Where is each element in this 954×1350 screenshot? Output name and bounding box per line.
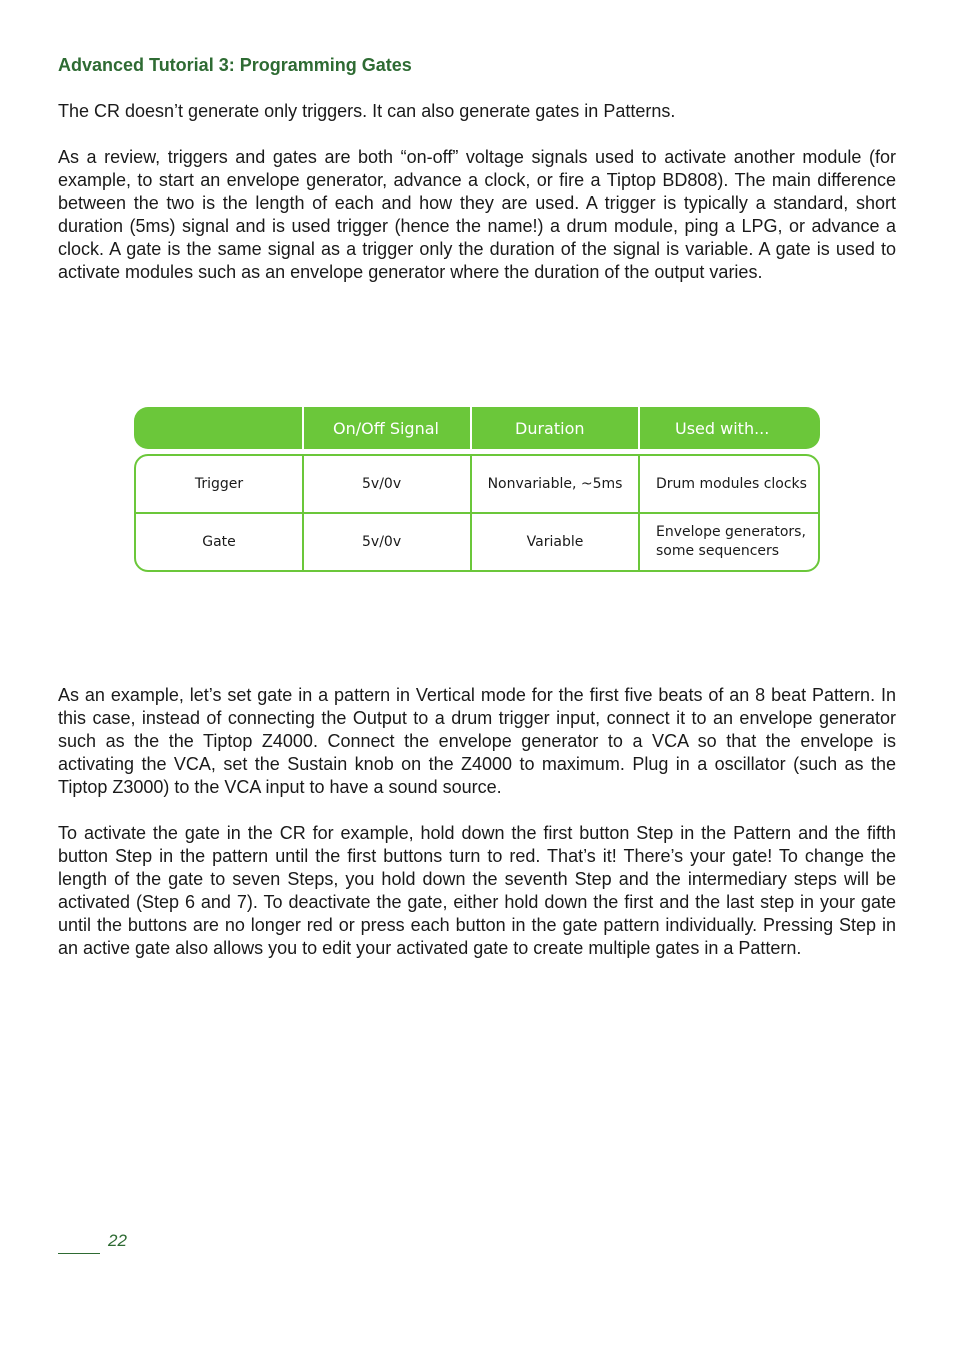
table-cell: 5v/0v [302,514,470,570]
header-cell-used-with: Used with... [638,407,820,449]
review-paragraph: As a review, triggers and gates are both “on-off” voltage signals used to activate another module (for example, to start an envelope generator, advance a clock, or fire a Tiptop BD808). The main difference between the two is the length of each and how they are used. A trigger is typically a standard, short duration (5ms) signal and is used trigger (hence the name!) a drum module, ping a LPG, or advance a clock. A gate is the same signal as a trigger only the duration of the signal is variable. A gate is used to activate modules such as an envelope generator where the duration of the output varies. [58,147,896,282]
table-cell: Trigger [194,476,244,492]
table-row [136,456,818,512]
intro-paragraph: The CR doesn’t generate only triggers. It can also generate gates in Patterns. [58,101,676,121]
page-number: 22 [108,1231,127,1250]
table-cell: Gate [202,534,236,550]
header-cell-duration: Duration [470,407,638,449]
table-cell: Envelope generators, some sequencers [638,514,818,570]
table-cell: Variable [470,514,638,570]
header-cell-empty [134,407,302,449]
table-cell: Drum modules clocks [638,456,818,512]
table-body [134,454,820,572]
table-row [136,512,818,570]
table-header [134,407,820,449]
comparison-table [134,407,820,572]
footer-rule [58,1253,100,1254]
table-cell: Nonvariable, ~5ms [470,456,638,512]
page-title: Advanced Tutorial 3: Programming Gates [58,55,412,75]
activation-paragraph: To activate the gate in the CR for example, hold down the first button Step in the Pattern and the fifth button Step in the pattern until the first buttons turn to red. That’s it! There’s your gate! To change the length of the gate to seven Steps, you hold down the seventh Step and the intermediary steps will be activated (Step 6 and 7). To deactivate the gate, either hold down the first and the last step in your gate until the buttons are no longer red or press each button in the gate pattern individually. Pressing Step in an active gate also allows you to edit your activated gate to create multiple gates in a Pattern. [58,823,896,958]
table-cell: 5v/0v [302,456,470,512]
header-cell-signal: On/Off Signal [302,407,470,449]
example-paragraph: As an example, let’s set gate in a pattern in Vertical mode for the first five beats of an 8 beat Pattern. In this case, instead of connecting the Output to a drum trigger input, connect it to an envelope generator such as the the Tiptop Z4000. Connect the envelope generator to a VCA so that the envelope is activating the VCA, set the Sustain knob on the Z4000 to maximum. Plug in a oscillator (such as the Tiptop Z3000) to the VCA input to have a sound source. [58,685,896,797]
